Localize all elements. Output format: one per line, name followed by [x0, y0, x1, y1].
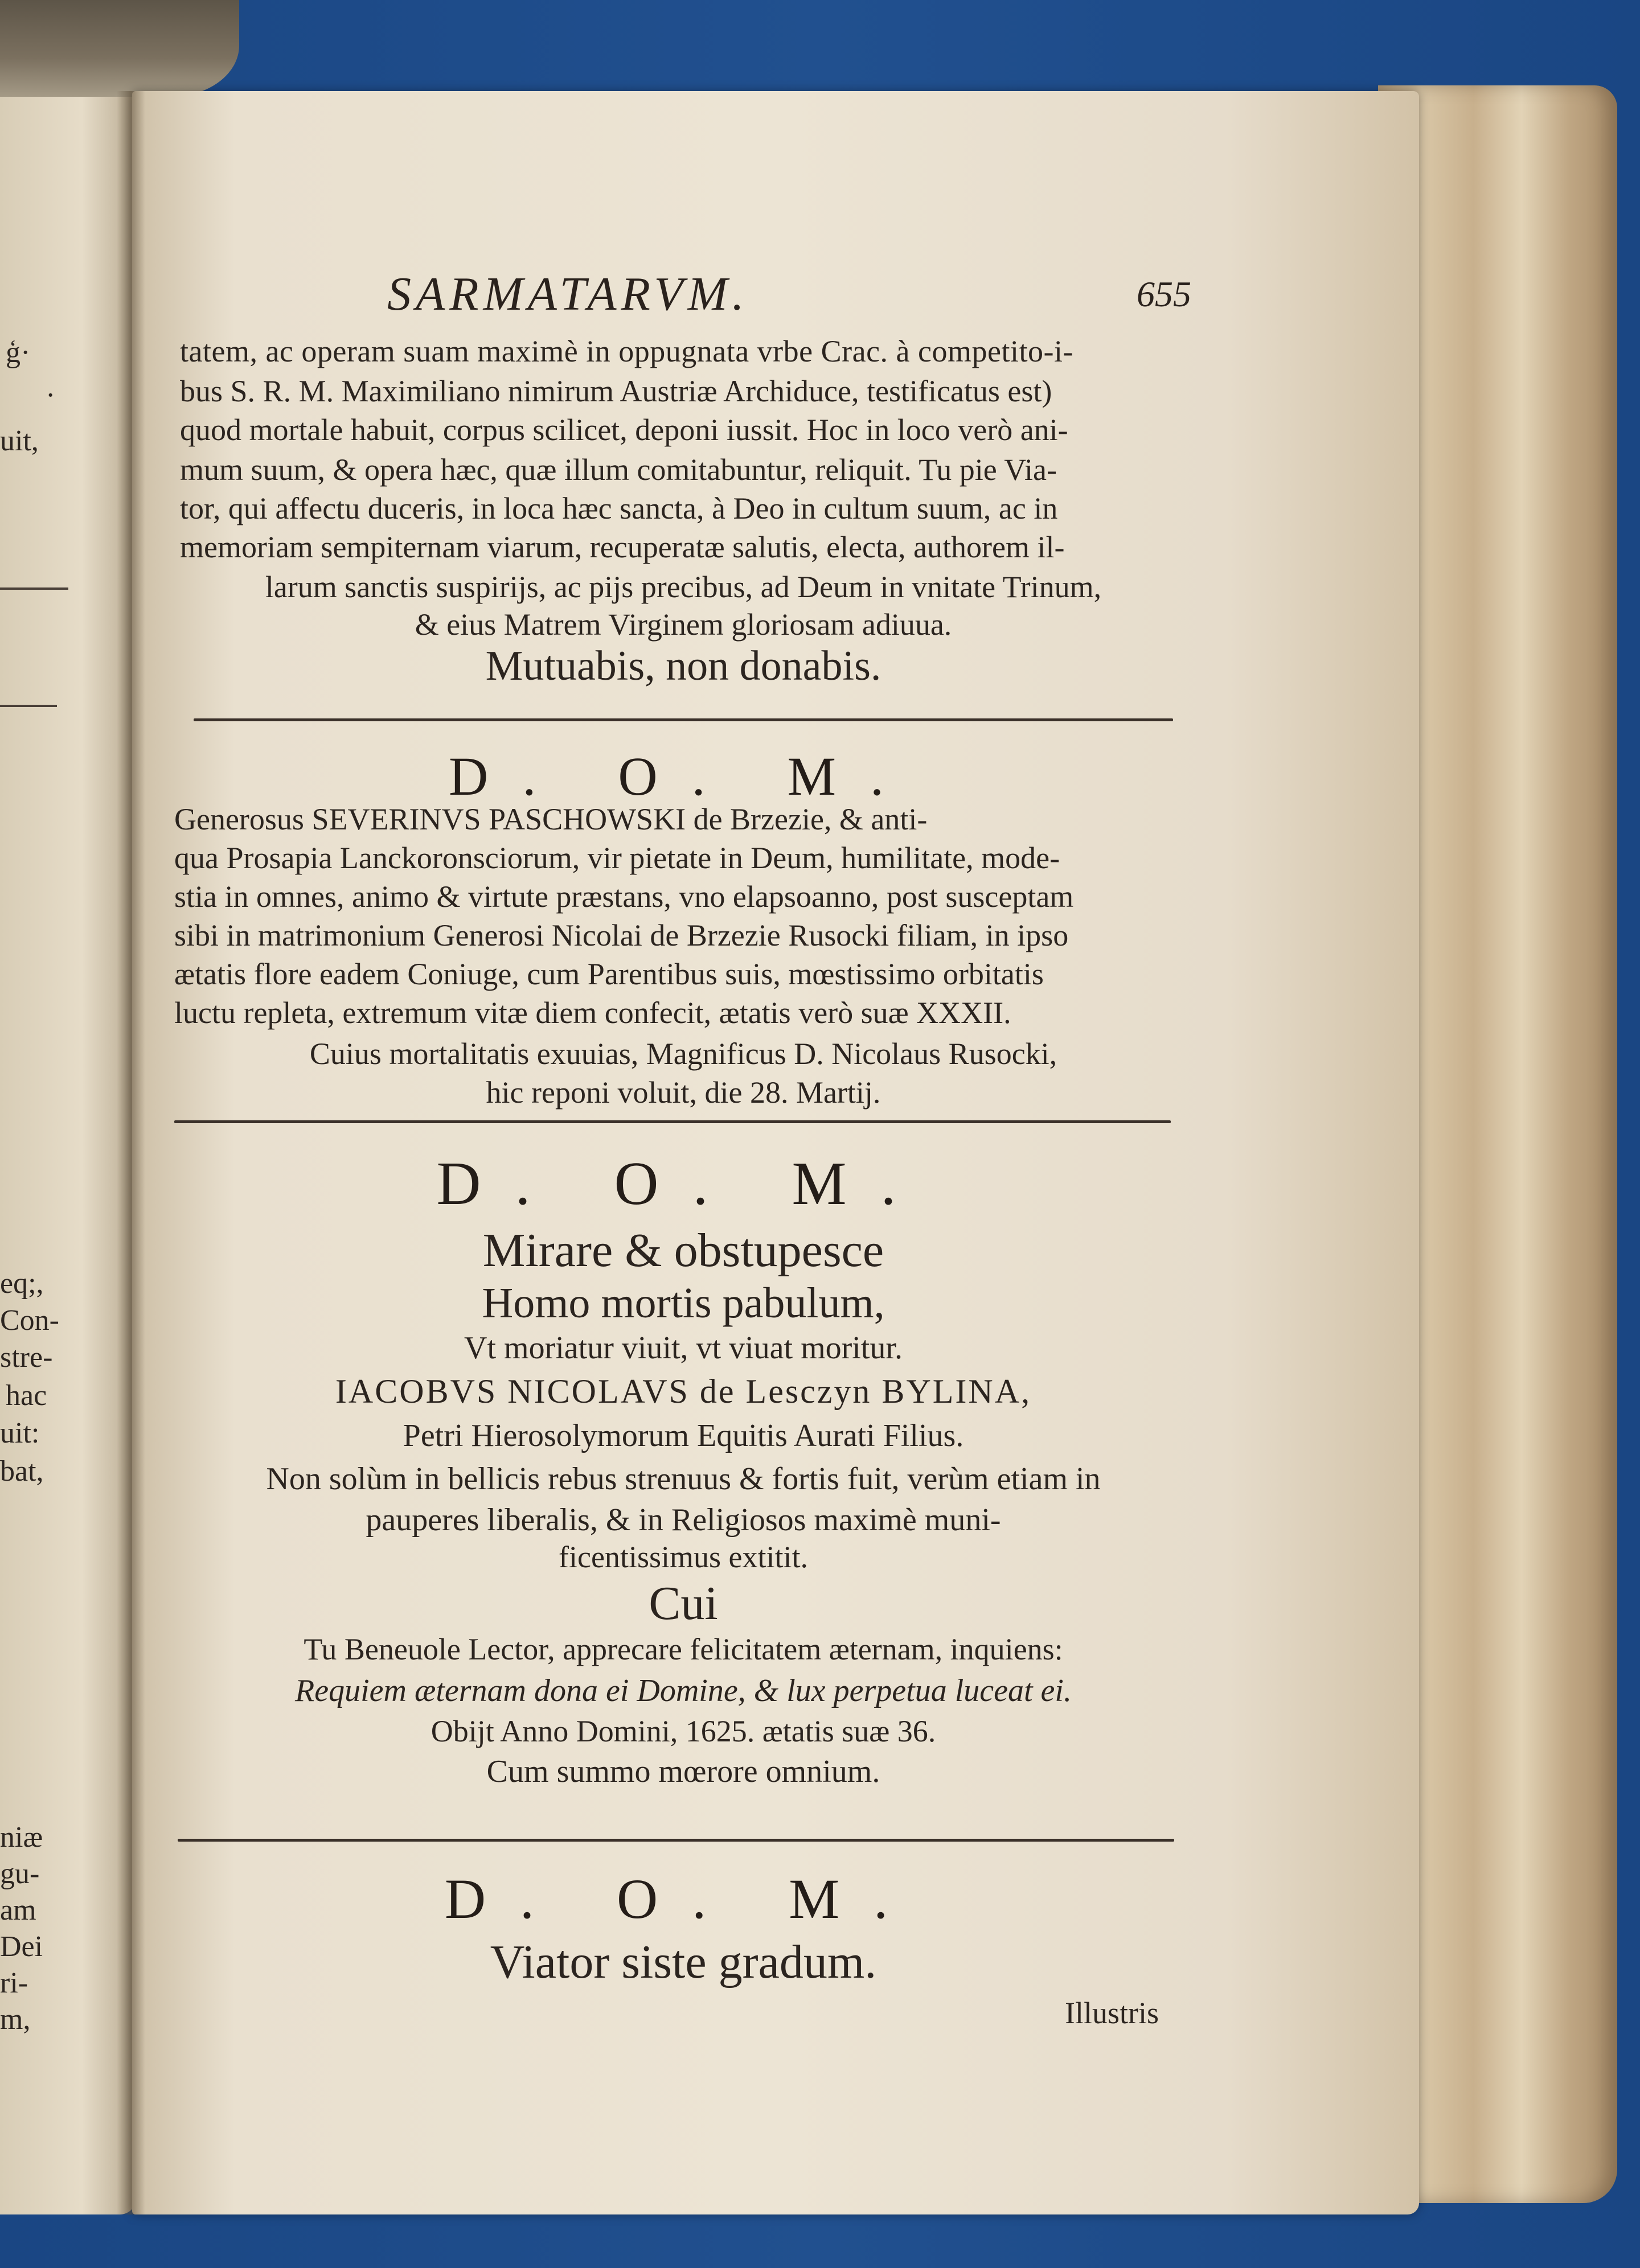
epitaph-3-line-homo: Homo mortis pabulum, — [482, 1279, 885, 1327]
epitaph-3-line-mirare: Mirare & obstupesce — [482, 1224, 884, 1277]
epitaph-2-line: sibi in matrimonium Generosi Nicolai de Brzezie Rusocki filiam, in ipso — [174, 918, 1069, 952]
section-divider — [174, 1120, 1171, 1123]
epitaph-1-line: bus S. R. M. Maximiliano nimirum Austriæ Archiduce, testificatus est) — [180, 374, 1052, 408]
left-page-rule — [0, 587, 68, 590]
epitaph-1-line: quod mortale habuit, corpus scilicet, deponi iussit. Hoc in loco verò ani- — [180, 413, 1068, 447]
epitaph-3-line-petri: Petri Hierosolymorum Equitis Aurati Filius. — [403, 1418, 964, 1453]
epitaph-4-heading: D. O. M. — [444, 1867, 922, 1930]
epitaph-3-line-cum: Cum summo mœrore omnium. — [486, 1754, 880, 1789]
epitaph-1-line: tatem, ac operam suam maximè in oppugnata vrbe Crac. à competito-i- — [180, 334, 1073, 368]
left-page-fragment: Con- — [0, 1304, 59, 1337]
epitaph-3-line-cui: Cui — [649, 1577, 718, 1630]
left-page-fragment: Dei — [0, 1930, 43, 1963]
section-divider — [178, 1839, 1174, 1842]
left-page-fragment: uit, — [0, 425, 39, 457]
left-page-fragment: gu- — [0, 1858, 40, 1890]
epitaph-2-line: hic reponi voluit, die 28. Martij. — [486, 1075, 881, 1110]
epitaph-4-line-viator: Viator siste gradum. — [490, 1936, 877, 1988]
left-page-fragment: hac — [6, 1379, 47, 1412]
left-page-fragment: ģ· — [6, 336, 31, 369]
epitaph-1-line: tor, qui affectu duceris, in loca hæc sancta, à Deo in cultum suum, ac in — [180, 491, 1058, 525]
epitaph-1-line: & eius Matrem Virginem gloriosam adiuua. — [415, 607, 952, 642]
epitaph-3-line-obijt: Obijt Anno Domini, 1625. ætatis suæ 36. — [430, 1714, 936, 1748]
epitaph-1-line: mum suum, & opera hæc, quæ illum comitabuntur, reliquit. Tu pie Via- — [180, 453, 1057, 487]
gutter-shadow — [117, 91, 145, 2214]
epitaph-3-heading-wrap — [159, 1149, 1207, 1219]
epitaph-3-line-name: IACOBVS NICOLAVS de Lesczyn BYLINA, — [335, 1373, 1032, 1410]
catchword: Illustris — [1065, 1996, 1159, 2030]
epitaph-2-line: Cuius mortalitatis exuuias, Magnificus D. Nicolaus Rusocki, — [309, 1037, 1057, 1071]
epitaph-2-line: qua Prosapia Lanckoronsciorum, vir pietate in Deum, humilitate, mode- — [174, 841, 1060, 875]
epitaph-1-line: larum sanctis suspirijs, ac pijs precibus, ad Deum in vnitate Trinum, — [265, 570, 1102, 604]
epitaph-1-closing: Mutuabis, non donabis. — [485, 643, 882, 689]
left-page-fragment: ri- — [0, 1967, 28, 1999]
epitaph-2-line: stia in omnes, animo & virtute præstans, vno elapsoanno, post susceptam — [174, 880, 1074, 914]
left-page-fragment: niæ — [0, 1821, 43, 1854]
left-page-rule — [0, 705, 57, 707]
epitaph-4-heading-wrap — [159, 1866, 1207, 1932]
left-page-fragment: uit: — [0, 1417, 40, 1449]
epitaph-3-heading: D. O. M. — [436, 1150, 930, 1218]
left-page-fragment: · — [46, 379, 56, 412]
epitaph-3-line-requiem: Requiem æternam dona ei Domine, & lux perpetua luceat ei. — [295, 1673, 1072, 1708]
left-page-fragment: bat, — [0, 1455, 44, 1488]
section-divider — [194, 718, 1173, 721]
epitaph-2-line: luctu repleta, extremum vitæ diem confecit, ætatis verò suæ XXXII. — [174, 996, 1011, 1030]
epitaph-3-line-tu: Tu Beneuole Lector, apprecare felicitatem æternam, inquiens: — [304, 1632, 1063, 1666]
left-page-fragment: am — [0, 1894, 36, 1926]
running-title: SARMATARVM. — [387, 268, 749, 321]
left-page-fragment: m, — [0, 2003, 31, 2036]
epitaph-2-line: ætatis flore eadem Coniuge, cum Parentibus suis, mœstissimo orbitatis — [174, 957, 1044, 991]
page-number: 655 — [1137, 274, 1191, 314]
epitaph-3-line-non: Non solùm in bellicis rebus strenuus & fortis fuit, verùm etiam in — [266, 1461, 1101, 1497]
epitaph-2-heading: D. O. M. — [448, 746, 918, 807]
epitaph-2-heading-wrap — [159, 745, 1207, 808]
left-page-fragment: stre- — [0, 1341, 53, 1374]
epitaph-1-line: memoriam sempiternam viarum, recuperatæ salutis, electa, authorem il- — [180, 530, 1065, 564]
left-page-fragment: eq;, — [0, 1267, 44, 1300]
epitaph-2-line: Generosus SEVERINVS PASCHOWSKI de Brzezie, & anti- — [174, 802, 928, 836]
epitaph-3-line-pauperes: pauperes liberalis, & in Religiosos maximè muni- — [366, 1502, 1001, 1538]
epitaph-3-line-ficent: ficentissimus extitit. — [559, 1540, 808, 1574]
book-spine — [0, 0, 239, 97]
epitaph-3-line-vt: Vt moriatur viuit, vt viuat moritur. — [464, 1330, 903, 1366]
